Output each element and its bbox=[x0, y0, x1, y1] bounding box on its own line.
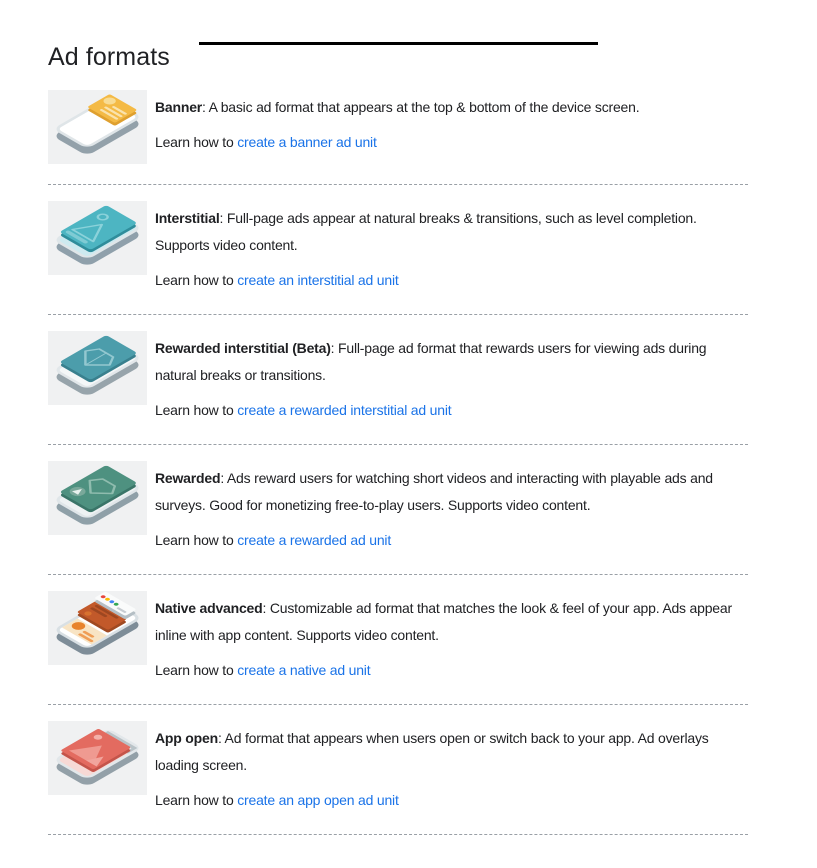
native-advanced-phone-icon bbox=[48, 591, 147, 665]
create-app-open-ad-unit-link[interactable]: create an app open ad unit bbox=[237, 792, 399, 808]
format-description: : Full-page ads appear at natural breaks & transitions, such as level completion. Supports video content. bbox=[155, 210, 697, 253]
ad-format-row-interstitial bbox=[48, 185, 748, 314]
learn-how-to-text: Learn how to bbox=[155, 532, 234, 548]
learn-how-to-text: Learn how to bbox=[155, 662, 234, 678]
learn-how-to-text: Learn how to bbox=[155, 402, 234, 418]
format-title: Rewarded interstitial (Beta) bbox=[155, 340, 331, 356]
format-description: : Full-page ad format that rewards users for viewing ads during natural breaks or transitions. bbox=[155, 340, 707, 383]
format-text-block bbox=[155, 201, 748, 294]
format-title: Native advanced bbox=[155, 600, 263, 616]
create-rewarded-ad-unit-link[interactable]: create a rewarded ad unit bbox=[237, 532, 392, 548]
banner-phone-icon bbox=[48, 90, 147, 164]
format-title: Banner bbox=[155, 99, 203, 115]
format-description: : Customizable ad format that matches the look & feel of your app. Ads appear inline with app content. Supports video content. bbox=[155, 600, 732, 643]
section-heading: Ad formats bbox=[48, 43, 170, 71]
interstitial-phone-icon bbox=[48, 201, 147, 275]
format-text-block bbox=[155, 90, 748, 156]
format-text-block bbox=[155, 721, 748, 814]
ad-format-row-rewarded bbox=[48, 445, 748, 574]
create-native-ad-unit-link[interactable]: create a native ad unit bbox=[237, 662, 371, 678]
format-description: : A basic ad format that appears at the top & bottom of the device screen. bbox=[202, 99, 640, 115]
ad-formats-section bbox=[48, 42, 748, 835]
ad-format-row-native-advanced bbox=[48, 575, 748, 704]
dashed-divider bbox=[48, 834, 748, 835]
learn-how-to-text: Learn how to bbox=[155, 792, 234, 808]
ad-format-row-rewarded-interstitial bbox=[48, 315, 748, 444]
app-open-phone-icon bbox=[48, 721, 147, 795]
ad-format-row-app-open bbox=[48, 705, 748, 834]
table-bottom-border bbox=[199, 42, 598, 45]
learn-how-to-text: Learn how to bbox=[155, 272, 234, 288]
ad-format-row-banner bbox=[48, 74, 748, 184]
format-title: App open bbox=[155, 730, 218, 746]
format-title: Rewarded bbox=[155, 470, 221, 486]
rewarded-phone-icon bbox=[48, 461, 147, 535]
format-description: : Ads reward users for watching short videos and interacting with playable ads and surveys. Good for monetizing free-to-play users. Supports video content. bbox=[155, 470, 713, 513]
format-text-block bbox=[155, 461, 748, 554]
create-banner-ad-unit-link[interactable]: create a banner ad unit bbox=[237, 134, 377, 150]
format-text-block bbox=[155, 331, 748, 424]
format-description: : Ad format that appears when users open or switch back to your app. Ad overlays loading screen. bbox=[155, 730, 709, 773]
rewarded-interstitial-phone-icon bbox=[48, 331, 147, 405]
format-text-block bbox=[155, 591, 748, 684]
format-title: Interstitial bbox=[155, 210, 220, 226]
create-interstitial-ad-unit-link[interactable]: create an interstitial ad unit bbox=[237, 272, 399, 288]
learn-how-to-text: Learn how to bbox=[155, 134, 234, 150]
create-rewarded-interstitial-ad-unit-link[interactable]: create a rewarded interstitial ad unit bbox=[237, 402, 452, 418]
